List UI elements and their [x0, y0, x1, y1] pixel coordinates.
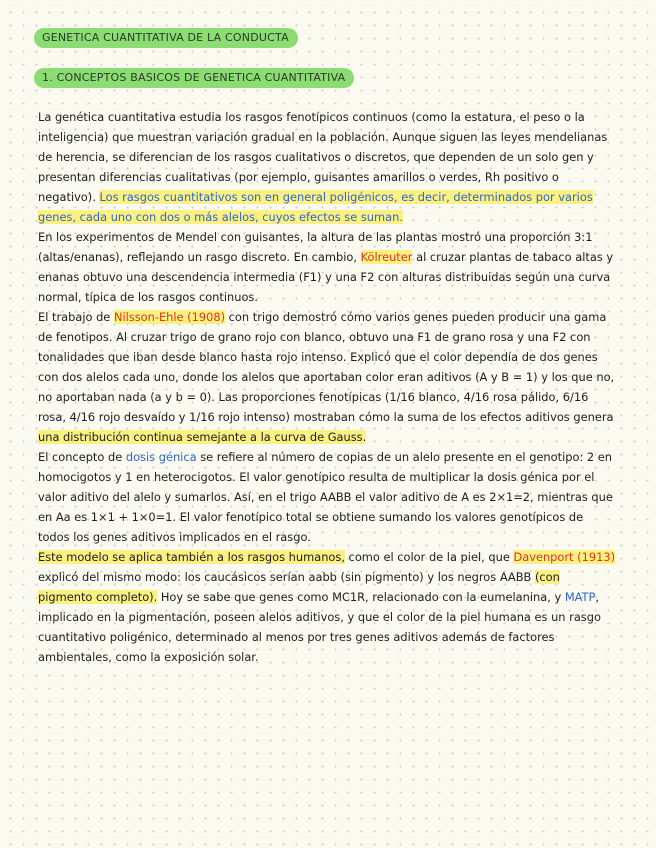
highlight-polygenic: Los rasgos cuantitativos son en general poligénicos, es decir, determinados por varios genes, cada uno con dos o más alelos, cuyos efectos se suman. [38, 190, 593, 224]
name-davenport: Davenport (1913) [513, 550, 616, 564]
mendel-text: En los experimentos de Mendel con guisantes, la altura de las plantas mostró una proporción 3:1 (altas/enanas), reflejando un rasgo discreto. En cambio, [38, 230, 593, 264]
mendel-text-2: al cruzar plantas de tabaco altas y enanas obtuvo una descendencia intermedia (F1) y una F2 con alturas distribuidas según una curva normal, típica de los rasgos continuos. [38, 250, 614, 304]
paragraph-nilsson [38, 307, 616, 447]
name-nilsson-ehle: Nilsson-Ehle (1908) [113, 310, 226, 324]
dosis-text-2: se refiere al número de copias de un alelo presente en el genotipo: 2 en homocigotos y 1 en heterocigotos. El valor genotípico resulta de multiplicar la dosis génica por el valor aditivo del alelo y sumarlos. Así, en el trigo AABB el valor aditivo de A es 2×1=2, mientras que en Aa es 1×1 + 1×0=1. El valor fenotípico total se obtiene sumando los valores genotípicos de todos los genes aditivos implicados en el rasgo. [38, 450, 613, 544]
gene-matp: MATP [564, 590, 596, 604]
name-kolreuter: Kölreuter [360, 250, 413, 264]
notes-body [38, 107, 616, 667]
paragraph-human [38, 547, 616, 667]
human-text: como el color de la piel, que [344, 550, 514, 564]
highlight-model: Este modelo se aplica también a los rasgos humanos, [38, 550, 345, 564]
human-text-2: explicó del mismo modo: los caucásicos serían aabb (sin pigmento) y los negros AABB [38, 570, 535, 584]
section-heading: 1. CONCEPTOS BASICOS DE GENETICA CUANTITATIVA [34, 68, 354, 88]
human-text-3: Hoy se sabe que genes como MC1R, relacionado con la eumelanina, y [157, 590, 565, 604]
paragraph-mendel [38, 227, 616, 307]
nilsson-text: El trabajo de [38, 310, 114, 324]
human-text-4: , implicado en la pigmentación, poseen alelos aditivos, y que el color de la piel humana es un rasgo cuantitativo poligénico, determinado al menos por tres genes aditivos además de factores ambientales, como la exposición solar. [38, 590, 601, 664]
page-title: GENETICA CUANTITATIVA DE LA CONDUCTA [34, 28, 298, 48]
paragraph-dosis [38, 447, 616, 547]
paragraph-intro [38, 107, 616, 227]
highlight-pigment: (con pigmento completo). [38, 570, 560, 604]
nilsson-text-2: con trigo demostró cómo varios genes pueden producir una gama de fenotipos. Al cruzar trigo de grano rojo con blanco, obtuvo una F1 de grano rosa y una F2 con tonalidades que iban desde blanco hasta rojo intenso. Explicó que el color dependía de dos genes con dos alelos cada uno, donde los alelos que aportaban color eran aditivos (A y B = 1) y los que no, no aportaban nada (a y b = 0). Las proporciones fenotípicas (1/16 blanco, 4/16 rosa pálido, 6/16 rosa, 4/16 rojo desvaído y 1/16 rojo intenso) mostraban cómo la suma de los efectos aditivos genera [38, 310, 615, 424]
dosis-text: El concepto de [38, 450, 126, 464]
term-dosis-genica: dosis génica [125, 450, 197, 464]
intro-text: La genética cuantitativa estudia los rasgos fenotípicos continuos (como la estatura, el peso o la inteligencia) que muestran variación gradual en la población. Aunque siguen las leyes mendelianas de herencia, se diferencian de los rasgos cualitativos o discretos, que dependen de un solo gen y presentan diferencias cualitativas (por ejemplo, guisantes amarillos o verdes, Rh positivo o negativo). [38, 110, 608, 204]
highlight-gauss: una distribución continua semejante a la curva de Gauss. [38, 430, 367, 444]
